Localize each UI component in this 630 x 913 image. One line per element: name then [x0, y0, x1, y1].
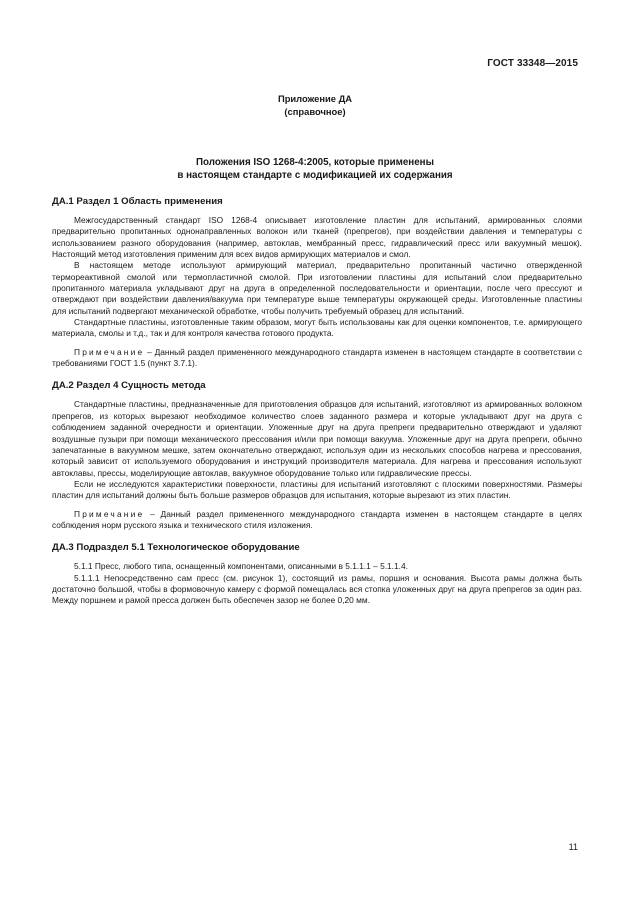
paragraph: 5.1.1.1 Непосредственно сам пресс (см. рисунок 1), состоящий из рамы, поршня и основания. Высота рамы должна быть достаточно большой, чтобы в формовочную камеру с формой помещалась вся стопка уложенных друг на друга препрегов за один раз. Между поршнем и рамой пресса должен быть обеспечен зазор не более 0,20 мм.	[52, 572, 582, 606]
note-label: Примечание	[74, 346, 145, 357]
paragraph: Стандартные пластины, изготовленные таким образом, могут быть использованы как для оценки компонентов, т.е. армирующего материала, смолы и т.д., так и для контроля качества готового продукта.	[52, 317, 582, 339]
page-number: 11	[568, 842, 578, 852]
section-da3	[52, 542, 582, 606]
note	[52, 509, 582, 532]
annex-subtitle: (справочное)	[284, 105, 346, 117]
annex-heading	[0, 93, 630, 118]
section-heading: ДА.2 Раздел 4 Сущность метода	[52, 380, 206, 392]
paragraph: Стандартные пластины, предназначенные для приготовления образцов для испытаний, изготовляют из армированных волокном препрегов, из которых вырезают необходимое количество слоев заданного размера и которые укладывают друг на друга с соблюдением заданной очередности и ориентации. Уложенные друг на друга препреги предварительно отверждают и удаляют воздушные пузыри при помощи механического прессования и/или при помощи вакуума. Уложенные друг на друга препреги, обычно запечатанные в вакуумном мешке, затем окончательно отверждают, используя один из нескольких способов нагрева и прессования, который зависит от используемого оборудования и инструкций производителя материала. Для нагрева и прессования используют автоклавы, прессы, моделирующие автоклав, вакуумное оборудование только или гидравлические прессы.	[52, 399, 582, 478]
section-heading: ДА.3 Подраздел 5.1 Технологическое оборудование	[52, 542, 300, 554]
paragraph: В настоящем методе используют армирующий материал, предварительно пропитанный частично отвержденной термореактивной смолой или термопластичной смолой. При изготовлении пластины для испытаний слои предварительно пропитанного материала укладывают друг на друга в определенной последовательности и ориентации, после чего прессуют и отверждают при воздействии давления/вакуума при температуре выше температуры окружающей среды. Изготовленные пластины для испытаний подвергают механической обработке, чтобы получить требуемый образец для испытаний.	[52, 260, 582, 316]
annex-title: Приложение ДА	[277, 93, 353, 104]
paragraph: Если не исследуются характеристики поверхности, пластины для испытаний изготовляют с плоскими поверхностями. Размеры пластин для испытаний должны быть больше размеров образцов для испытания, которые вырезают из этих пластин.	[52, 478, 582, 501]
document-body	[52, 196, 582, 618]
title-line-1: Положения ISO 1268-4:2005, которые применены	[196, 157, 434, 168]
document-title	[0, 156, 630, 182]
title-line-2: в настоящем стандарте с модификацией их содержания	[177, 170, 453, 182]
standard-header: ГОСТ 33348—2015	[487, 58, 578, 69]
note-text: – Данный раздел примененного международного стандарта изменен в настоящем стандарте в соответствии с требованиями ГОСТ 1.5 (пункт 3.7.1).	[52, 346, 582, 369]
section-da1	[52, 196, 582, 369]
section-da2	[52, 380, 582, 531]
section-heading: ДА.1 Раздел 1 Область применения	[52, 196, 223, 207]
paragraph: 5.1.1 Пресс, любого типа, оснащенный компонентами, описанными в 5.1.1.1 – 5.1.1.4.	[74, 561, 408, 572]
note-label: Примечание	[74, 508, 145, 519]
paragraph: Межгосударственный стандарт ISO 1268-4 описывает изготовление пластин для испытаний, армированных слоями предварительно пропитанных однонаправленных волокон или тканей (препрегов), при воздействии давления и температуры с использованием разного оборудования (например, автоклав, мембранный пресс, гидравлический пресс или вакуумный мешок). Настоящий метод изготовления применим для всех видов армирующих материалов и смол.	[52, 215, 582, 260]
note-text: – Данный раздел примененного международного стандарта изменен в настоящем стандарте в целях соблюдения норм русского языка и технического стиля изложения.	[52, 508, 582, 530]
note	[52, 347, 582, 370]
